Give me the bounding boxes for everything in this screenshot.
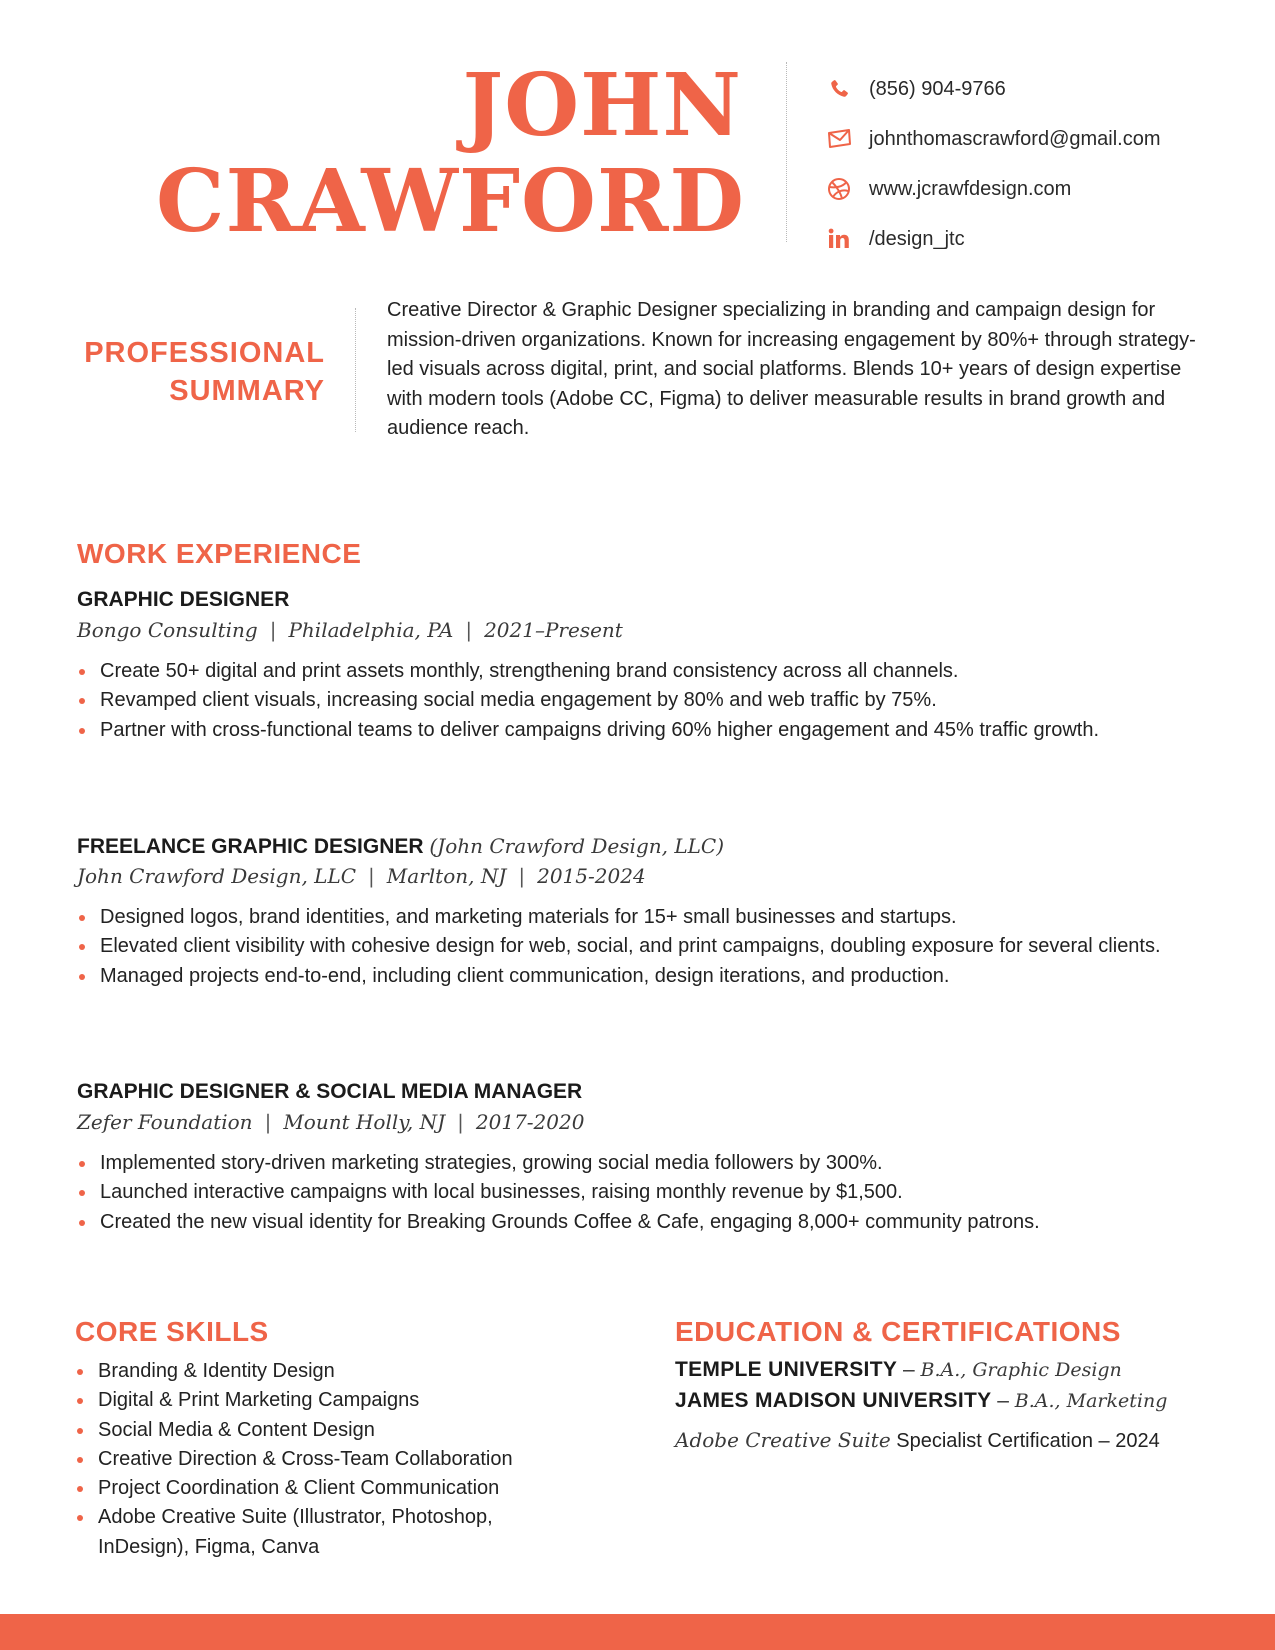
job-company: Bongo Consulting [77,618,258,642]
summary-divider [355,308,356,432]
job-bullet: Managed projects end-to-end, including client communication, design iterations, and production. [77,962,1257,991]
skill-item: Social Media & Content Design [75,1416,635,1445]
degree-dash: – [902,1358,915,1381]
core-skills-heading: CORE SKILLS [75,1316,269,1347]
job-entry [77,585,1257,745]
summary-heading [84,334,325,410]
school-name: TEMPLE UNIVERSITY [675,1358,898,1381]
certification-detail: Specialist Certification – 2024 [896,1430,1160,1452]
job-meta [77,861,1257,891]
job-title-text: GRAPHIC DESIGNER & SOCIAL MEDIA MANAGER [77,1080,583,1103]
meta-separator: | [518,864,526,888]
job-dates: 2015-2024 [537,864,646,888]
contact-website [825,164,1161,214]
job-title [77,585,1257,615]
job-bullet: Partner with cross-functional teams to deliver campaigns driving 60% higher engagement and 45% traffic growth. [77,716,1257,745]
job-bullets [77,903,1257,991]
last-name: CRAWFORD [156,151,745,252]
job-bullet: Created the new visual identity for Breaking Grounds Coffee & Cafe, engaging 8,000+ community patrons. [77,1208,1257,1237]
skills-list-container [75,1357,635,1562]
envelope-icon [825,125,853,153]
first-name: JOHN [462,55,742,156]
skill-item: Creative Direction & Cross-Team Collaboration [75,1445,635,1474]
job-entry [77,831,1257,991]
summary-text: Creative Director & Graphic Designer specializing in branding and campaign design for mission-driven organizations. Known for increasing engagement by 80%+ through strategy-led visuals across digital, print, and social platforms. Blends 10+ years of design expertise with modern tools (Adobe CC, Figma) to deliver measurable results in brand growth and audience reach. [387,299,1196,439]
job-meta [77,1107,1257,1137]
job-bullets [77,657,1257,745]
work-experience-heading: WORK EXPERIENCE [77,538,362,569]
meta-separator: | [269,618,277,642]
skills-list [75,1357,635,1562]
job-title [77,1077,1257,1107]
degree: B.A., Marketing [1014,1389,1168,1412]
certification-name: Adobe Creative Suite [675,1428,891,1452]
phone-number[interactable]: (856) 904-9766 [869,77,1006,100]
education-heading: EDUCATION & CERTIFICATIONS [675,1316,1121,1347]
footer-accent-bar [0,1614,1275,1650]
education-entry [675,1355,1255,1386]
meta-separator: | [368,864,375,888]
contact-linkedin [825,214,1161,264]
job-title-text: GRAPHIC DESIGNER [77,588,290,611]
job-location: Mount Holly, NJ [283,1110,446,1134]
education-block [675,1355,1255,1453]
email-link[interactable]: johnthomascrawford@gmail.com [869,127,1161,150]
summary-heading-line1: PROFESSIONAL [84,337,325,369]
linkedin-icon [825,225,853,253]
job-title-text: FREELANCE GRAPHIC DESIGNER [77,835,424,858]
job-bullet: Elevated client visibility with cohesive design for web, social, and print campaigns, doubling exposure for several clients. [77,932,1257,961]
degree-dash: – [997,1388,1009,1412]
job-dates: 2021–Present [484,618,623,642]
website-link[interactable]: www.jcrawfdesign.com [869,177,1072,200]
job-entry [77,1077,1257,1237]
meta-separator: | [457,1110,464,1134]
education-entry [675,1386,1255,1417]
job-bullet: Launched interactive campaigns with local businesses, raising monthly revenue by $1,500. [77,1178,1257,1207]
school-name: JAMES MADISON UNIVERSITY [675,1388,992,1412]
contact-phone [825,64,1161,114]
dribbble-icon [825,175,853,203]
contact-list [825,64,1161,264]
contact-email [825,114,1161,164]
meta-separator: | [465,618,473,642]
skill-item: Adobe Creative Suite (Illustrator, Photoshop, InDesign), Figma, Canva [75,1503,528,1562]
job-meta [77,615,1257,645]
linkedin-handle[interactable]: /design_jtc [869,227,965,250]
skill-item: Digital & Print Marketing Campaigns [75,1386,635,1415]
meta-separator: | [264,1110,272,1134]
candidate-name [156,55,745,252]
job-bullet: Implemented story-driven marketing strategies, growing social media followers by 300%. [77,1149,1257,1178]
degree: B.A., Graphic Design [920,1359,1122,1381]
job-company: John Crawford Design, LLC [77,864,357,888]
job-location: Philadelphia, PA [288,618,454,642]
job-dates: 2017-2020 [475,1110,585,1134]
summary-heading-line2: SUMMARY [169,375,325,407]
certification [675,1428,1255,1453]
job-company: Zefer Foundation [77,1110,253,1134]
job-location: Marlton, NJ [386,864,507,888]
job-bullet: Create 50+ digital and print assets monthly, strengthening brand consistency across all channels. [77,657,1257,686]
job-bullet: Revamped client visuals, increasing social media engagement by 80% and web traffic by 75%. [77,686,1257,715]
job-bullet: Designed logos, brand identities, and marketing materials for 15+ small businesses and startups. [77,903,1257,932]
job-bullets [77,1149,1257,1237]
header-divider [786,62,787,242]
skill-item: Project Coordination & Client Communication [75,1474,635,1503]
job-title-note: (John Crawford Design, LLC) [429,834,725,858]
job-title [77,831,1257,861]
phone-icon [825,75,853,103]
skill-item: Branding & Identity Design [75,1357,635,1386]
